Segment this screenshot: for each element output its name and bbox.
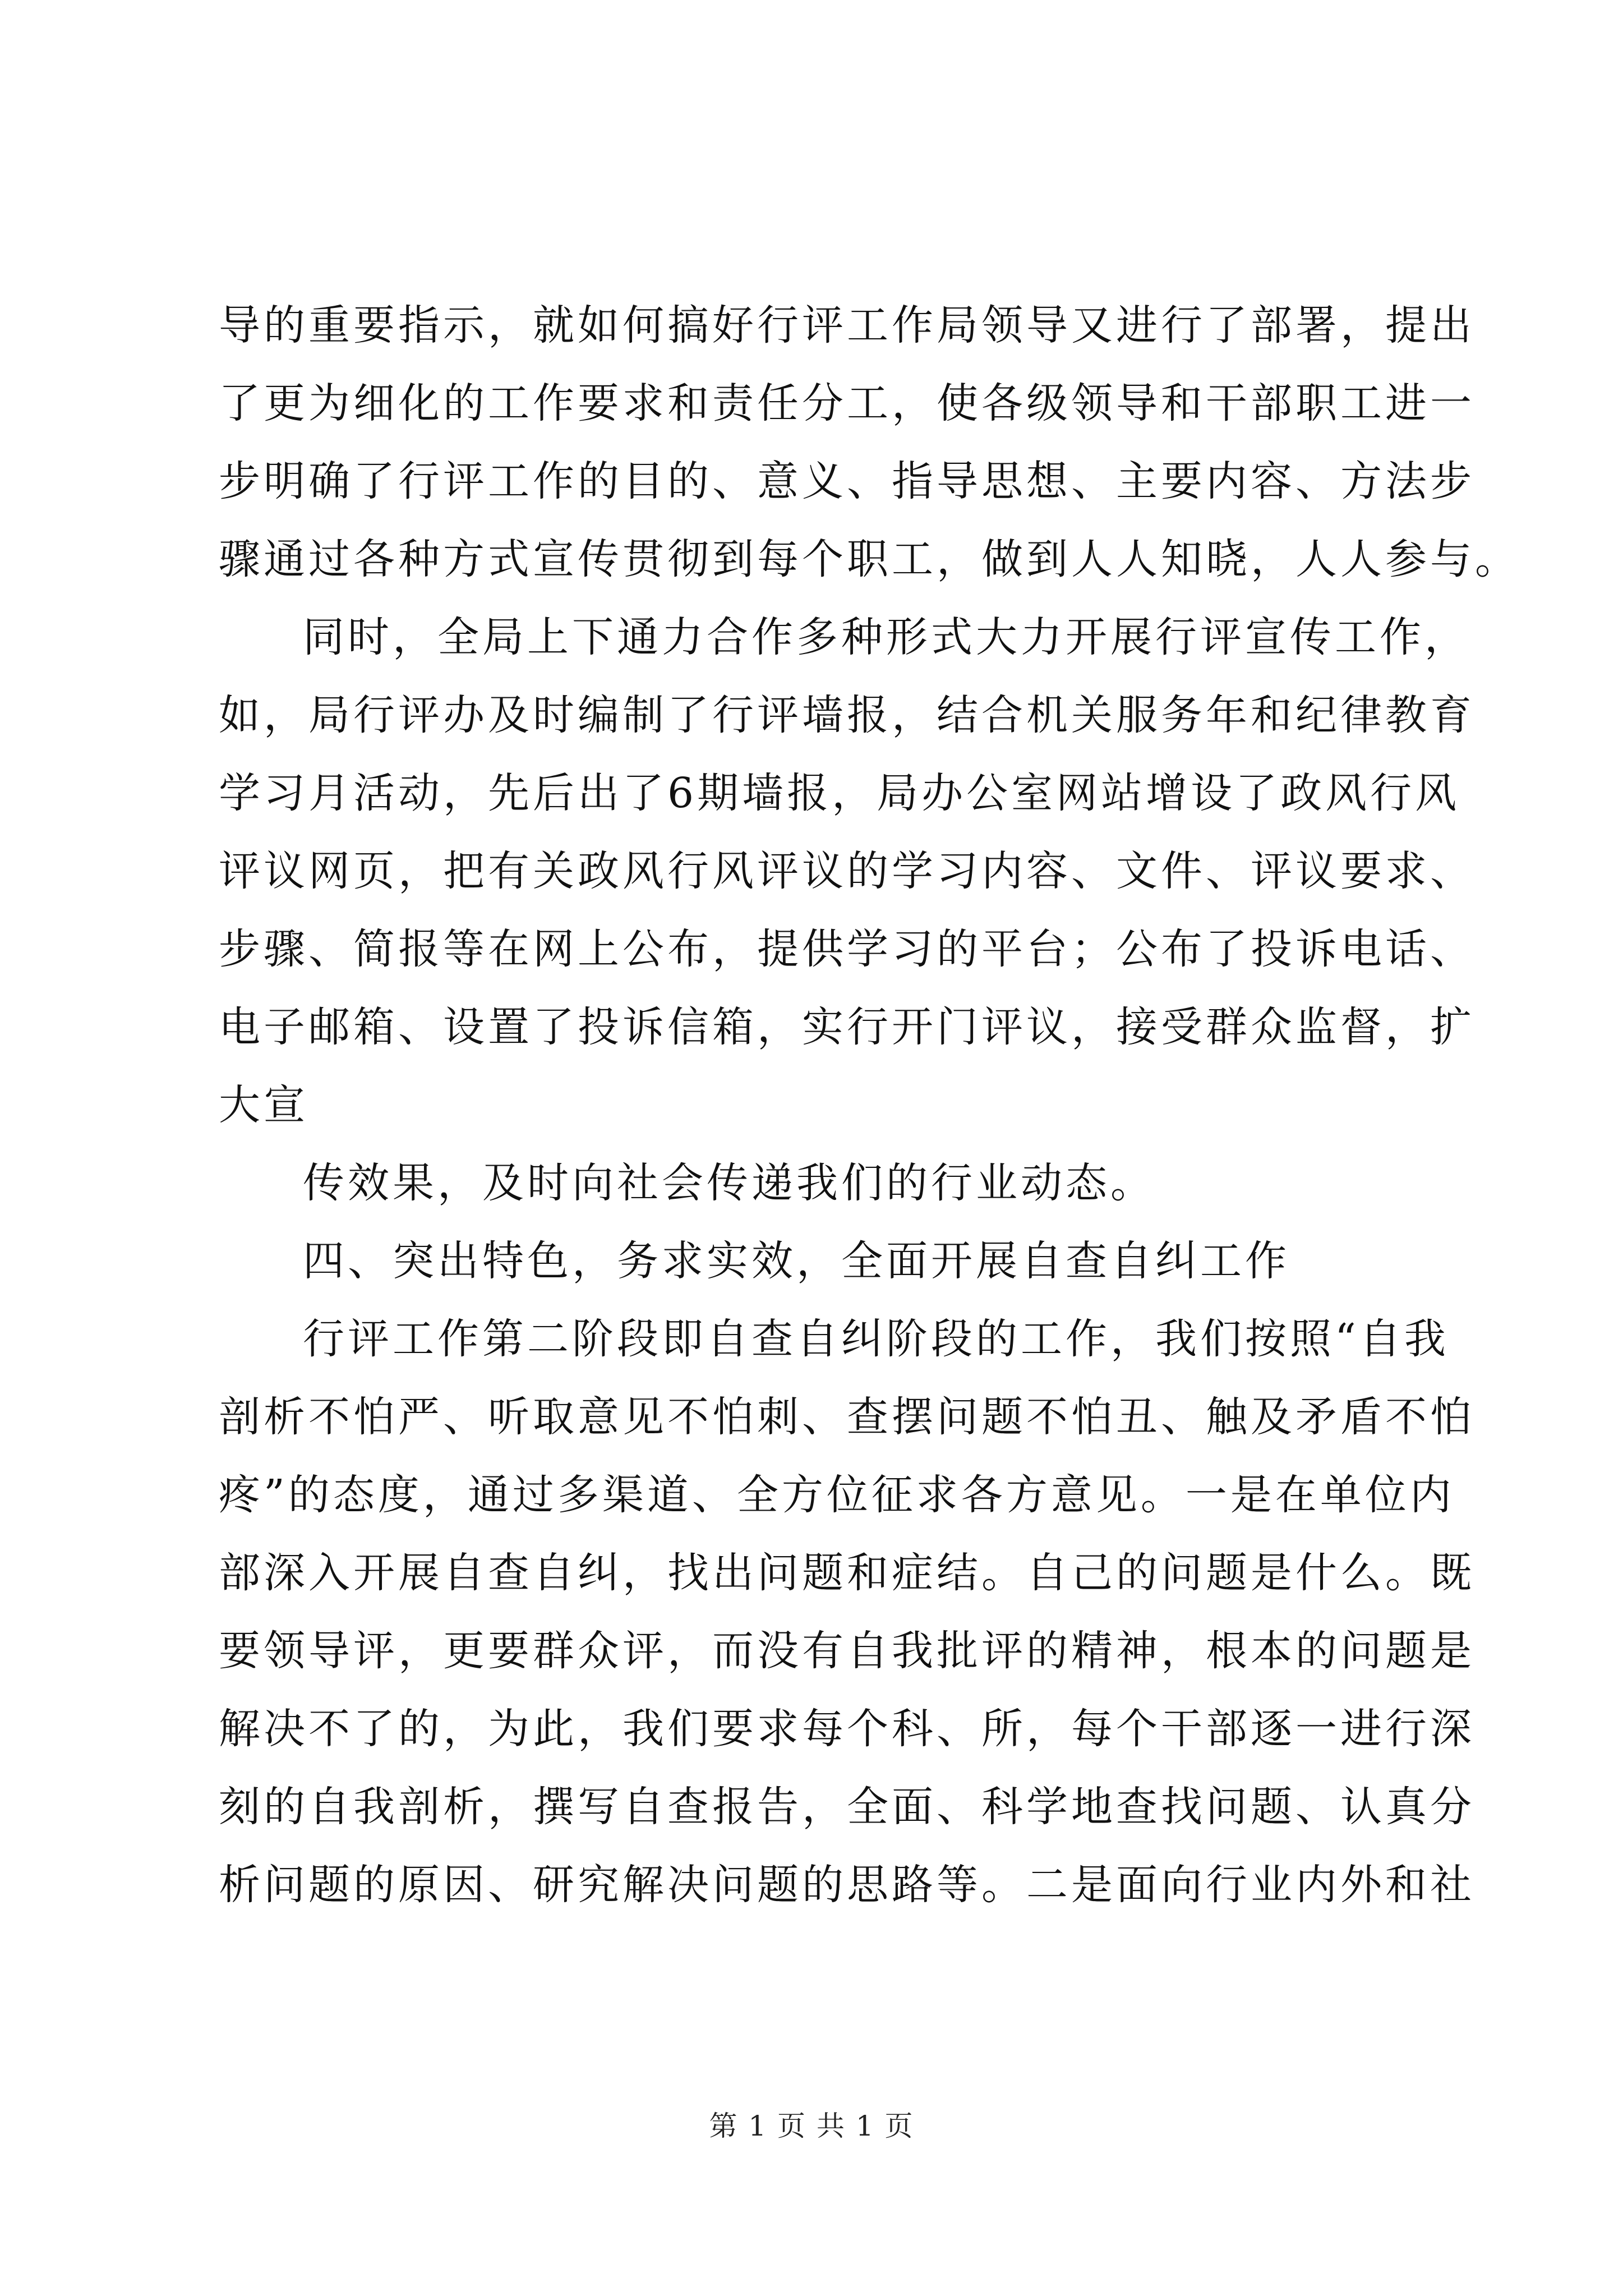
text-line: 部深入开展自查自纠，找出问题和症结。自己的问题是什么。既	[219, 1549, 1475, 1597]
paragraph-first-line: 同时，全局上下通力合作多种形式大力开展行评宣传工作，	[303, 613, 1469, 661]
text-line: 学习月活动，先后出了6期墙报，局办公室网站增设了政风行风	[219, 769, 1460, 817]
text-line: 析问题的原因、研究解决问题的思路等。二是面向行业内外和社	[219, 1861, 1475, 1909]
text-line: 步骤、简报等在网上公布，提供学习的平台；公布了投诉电话、	[219, 925, 1475, 973]
text-line: 如，局行评办及时编制了行评墙报，结合机关服务年和纪律教育	[219, 691, 1475, 739]
text-line: 评议网页，把有关政风行风评议的学习内容、文件、评议要求、	[219, 847, 1475, 895]
page-footer: 第 1 页 共 1 页	[709, 2110, 914, 2142]
section-heading: 四、突出特色，务求实效，全面开展自查自纠工作	[303, 1237, 1290, 1285]
paragraph-first-line: 传效果，及时向社会传递我们的行业动态。	[303, 1159, 1155, 1207]
text-line: 大宣	[219, 1081, 308, 1129]
text-line: 要领导评，更要群众评，而没有自我批评的精神，根本的问题是	[219, 1627, 1475, 1675]
text-line: 电子邮箱、设置了投诉信箱，实行开门评议，接受群众监督，扩	[219, 1003, 1475, 1051]
text-line: 刻的自我剖析，撰写自查报告，全面、科学地查找问题、认真分	[219, 1783, 1475, 1831]
text-line: 了更为细化的工作要求和责任分工，使各级领导和干部职工进一	[219, 379, 1475, 427]
text-line: 步明确了行评工作的目的、意义、指导思想、主要内容、方法步	[219, 457, 1475, 505]
text-line: 导的重要指示，就如何搞好行评工作局领导又进行了部署，提出	[219, 301, 1475, 349]
text-line: 骤通过各种方式宣传贯彻到每个职工，做到人人知晓，人人参与。	[219, 535, 1520, 583]
paragraph-first-line: 行评工作第二阶段即自查自纠阶段的工作，我们按照“自我	[303, 1315, 1449, 1363]
text-line: 疼”的态度，通过多渠道、全方位征求各方意见。一是在单位内	[219, 1471, 1455, 1519]
text-line: 剖析不怕严、听取意见不怕刺、查摆问题不怕丑、触及矛盾不怕	[219, 1393, 1475, 1441]
text-line: 解决不了的，为此，我们要求每个科、所，每个干部逐一进行深	[219, 1705, 1475, 1753]
